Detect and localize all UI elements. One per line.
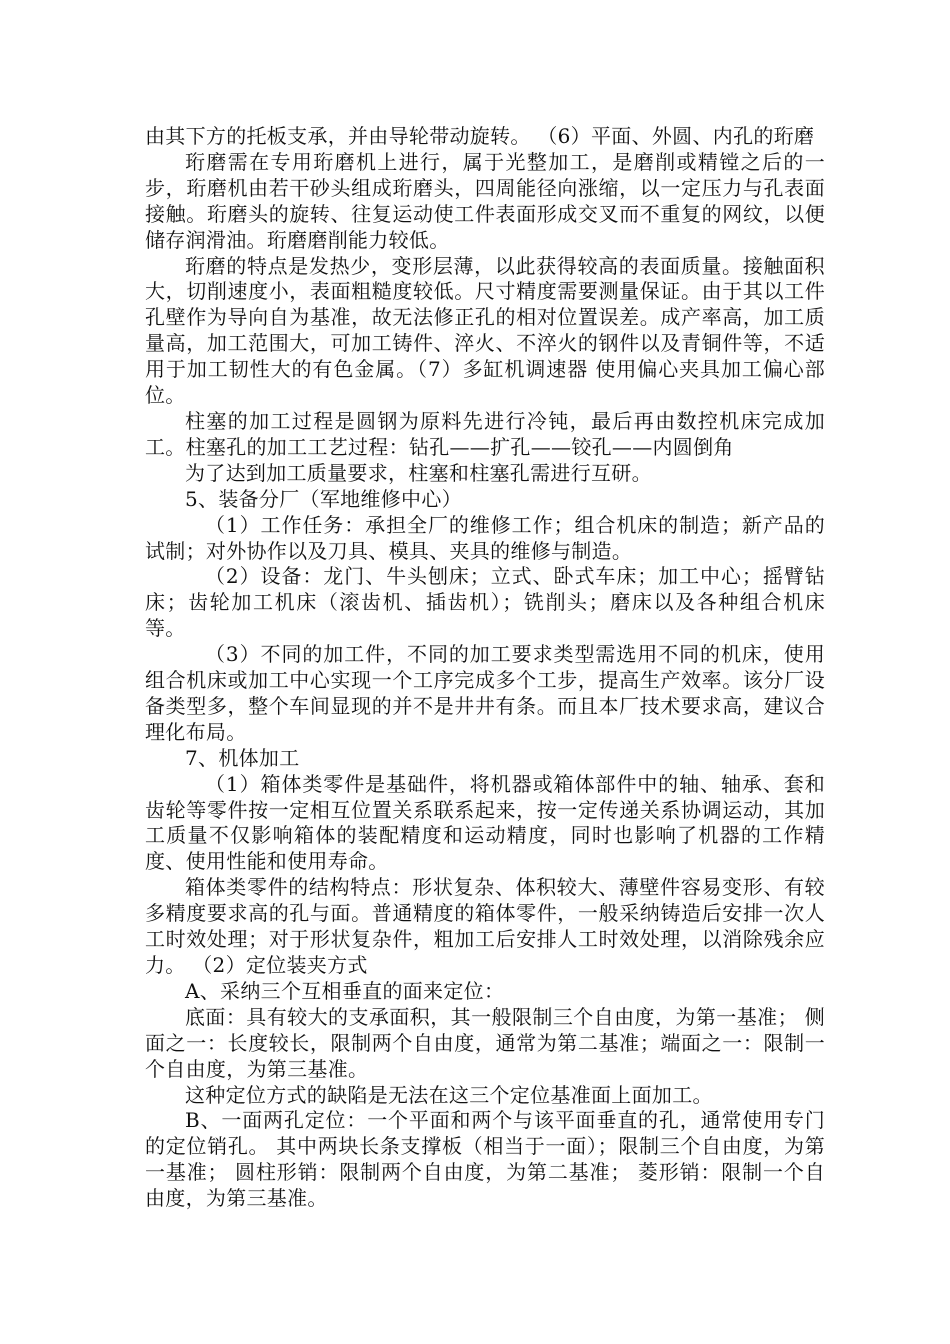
paragraph-datum-surfaces: 底面：具有较大的支承面积，其一般限制三个自由度，为第一基准； 侧面之一：长度较长，限制两个自由度，通常为第二基准；端面之一：限制一个自由度，为第三基准。	[145, 1004, 825, 1081]
paragraph-plunger-process: 柱塞的加工过程是圆钢为原料先进行冷钝，最后再由数控机床完成加工。柱塞孔的加工工艺过程：钻孔——扩孔——铰孔——内圆倒角	[145, 408, 825, 459]
paragraph-locating-drawback: 这种定位方式的缺陷是无法在这三个定位基准面上面加工。	[185, 1082, 713, 1107]
paragraph-machine-selection: （3）不同的加工件，不同的加工要求类型需选用不同的机床，使用组合机床或加工中心实现一个工序完成多个工步，提高生产效率。该分厂设备类型多，整个车间显现的并不是井井有条。而且本厂技术要求高，建议合理化布局。	[145, 642, 825, 744]
paragraph-locating-a: A、采纳三个互相垂直的面来定位：	[185, 978, 505, 1003]
section-heading-equipment-branch: 5、装备分厂（军地维修中心）	[185, 486, 462, 511]
paragraph-locating-b: B、一面两孔定位：一个平面和两个与该平面垂直的孔，通常使用专门的定位销孔。 其中两块长条支撑板（相当于一面）；限制三个自由度，为第一基准； 圆柱形销：限制两个自由度，为第二基准； 菱形销：限制一个自由度，为第三基准。	[145, 1108, 825, 1211]
paragraph-box-structure: 箱体类零件的结构特点：形状复杂、体积较大、薄壁件容易变形、有较多精度要求高的孔与面。普通精度的箱体零件，一般采纳铸造后安排一次人工时效处理；对于形状复杂件，粗加工后安排人工时效处理，以消除残余应力。 （2）定位装夹方式	[145, 875, 825, 977]
paragraph-work-tasks: （1）工作任务：承担全厂的维修工作；组合机床的制造；新产品的试制；对外协作以及刀具、模具、夹具的维修与制造。	[145, 512, 825, 563]
body-text	[145, 124, 825, 1212]
paragraph-honing-machine: 珩磨需在专用珩磨机上进行，属于光整加工，是磨削或精镗之后的一步，珩磨机由若干砂头组成珩磨头，四周能径向涨缩，以一定压力与孔表面接触。珩磨头的旋转、往复运动使工件表面形成交叉而不重复的网纹，以便储存润滑油。珩磨磨削能力较低。	[145, 149, 825, 252]
paragraph-equipment-list: （2）设备：龙门、牛头刨床；立式、卧式车床；加工中心；摇臂钻床；齿轮加工机床（滚齿机、插齿机）；铣削头；磨床以及各种组合机床等。	[145, 564, 825, 641]
section-heading-body-machining: 7、机体加工	[185, 745, 300, 770]
paragraph-box-parts: （1）箱体类零件是基础件，将机器或箱体部件中的轴、轴承、套和齿轮等零件按一定相互位置关系联系起来，按一定传递关系协调运动，其加工质量不仅影响箱体的装配精度和运动精度，同时也影响了机器的工作精度、使用性能和使用寿命。	[145, 771, 825, 874]
paragraph-plunger-lapping: 为了达到加工质量要求，柱塞和柱塞孔需进行互研。	[185, 460, 652, 485]
paragraph-honing-intro: 由其下方的托板支承，并由导轮带动旋转。 （6）平面、外圆、内孔的珩磨	[145, 124, 815, 148]
paragraph-honing-features: 珩磨的特点是发热少，变形层薄，以此获得较高的表面质量。接触面积大，切削速度小，表面粗糙度较低。尺寸精度需要测量保证。由于其以工件孔壁作为导向自为基准，故无法修正孔的相对位置误差。成产率高，加工质量高，加工范围大，可加工铸件、淬火、不淬火的钢件以及青铜件等，不适用于加工韧性大的有色金属。（7）多缸机调速器 使用偏心夹具加工偏心部位。	[145, 253, 825, 408]
